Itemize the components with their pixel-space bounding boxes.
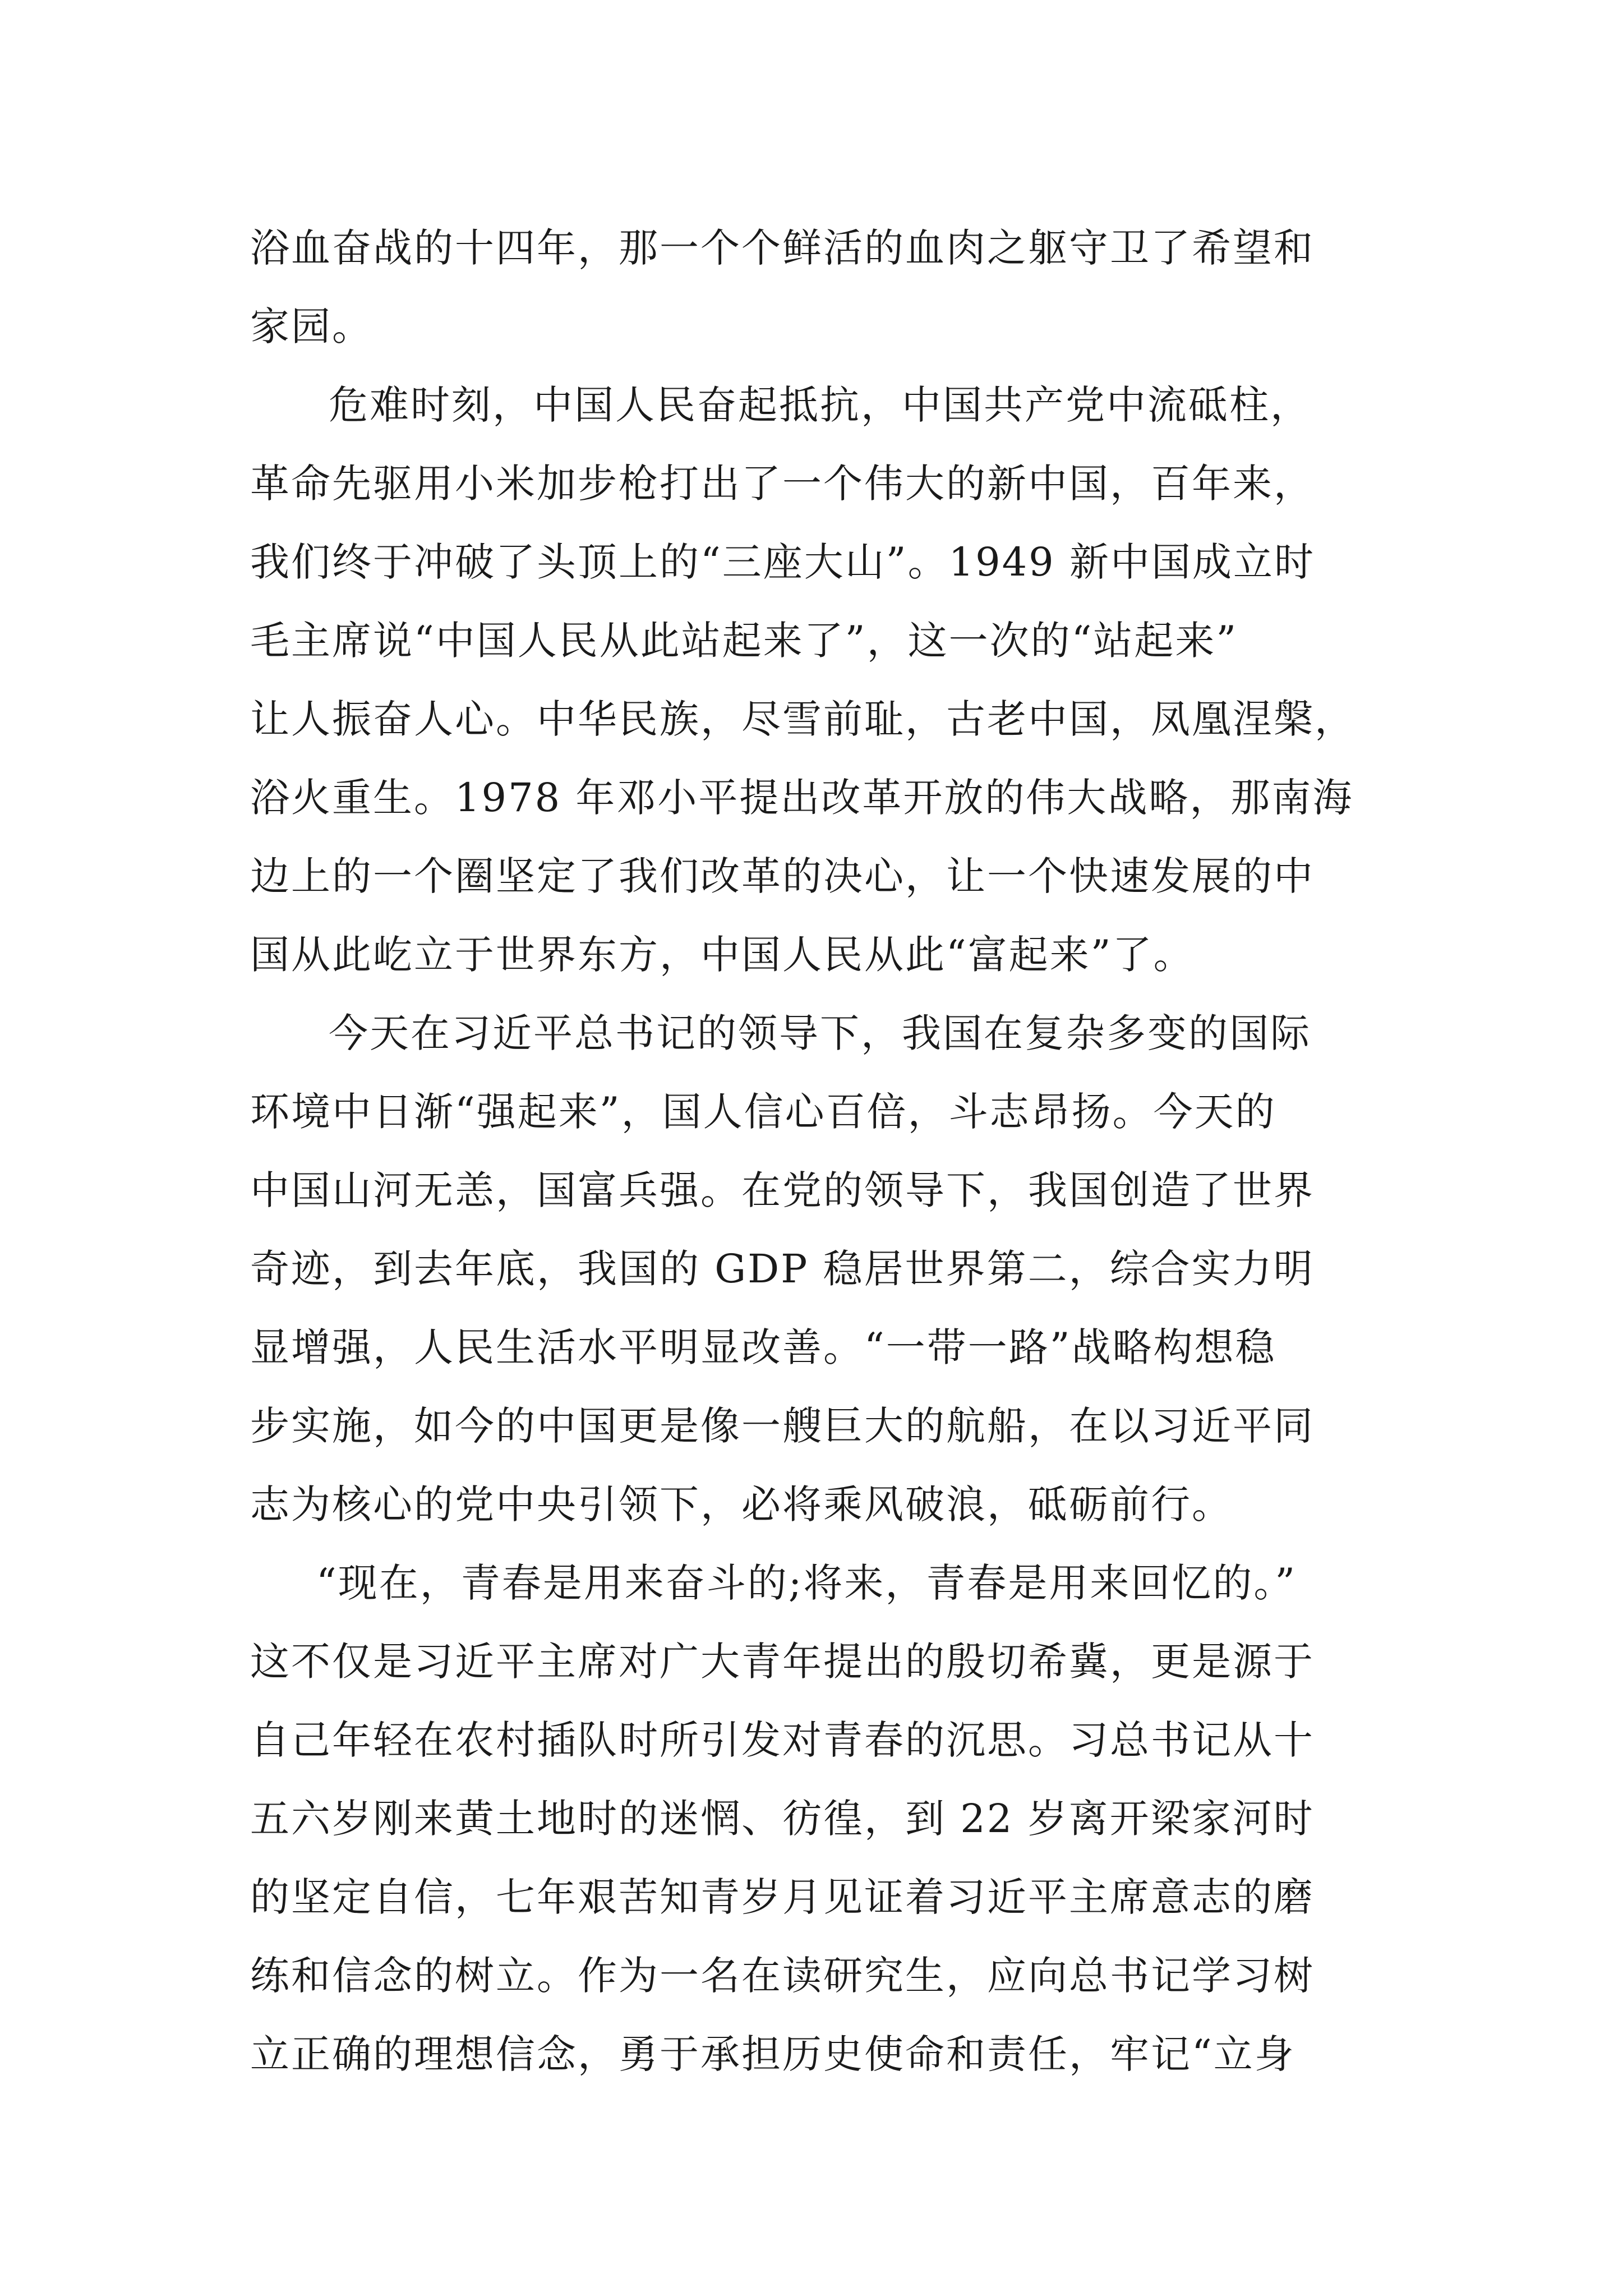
text-line: 家园。 <box>250 303 373 349</box>
text-line: 毛主席说“中国人民从此站起来了”，这一次的“站起来” <box>250 618 1238 664</box>
text-line: 我们终于冲破了头顶上的“三座大山”。1949 新中国成立时 <box>250 539 1315 585</box>
text-line: 这不仅是习近平主席对广大青年提出的殷切希冀，更是源于 <box>250 1639 1315 1685</box>
text-line: 危难时刻，中国人民奋起抵抗，中国共产党中流砥柱， <box>329 382 1311 428</box>
text-line: “现在，青春是用来奋斗的;将来，青春是用来回忆的。” <box>316 1560 1297 1606</box>
text-line: 边上的一个圈坚定了我们改革的决心，让一个快速发展的中 <box>250 853 1315 899</box>
text-line: 奇迹，到去年底，我国的 GDP 稳居世界第二，综合实力明 <box>250 1246 1315 1292</box>
text-line: 环境中日渐“强起来”，国人信心百倍，斗志昂扬。今天的 <box>250 1089 1276 1135</box>
text-line: 的坚定自信，七年艰苦知青岁月见证着习近平主席意志的磨 <box>250 1874 1315 1920</box>
text-line: 步实施，如今的中国更是像一艘巨大的航船，在以习近平同 <box>250 1403 1315 1449</box>
text-line: 今天在习近平总书记的领导下，我国在复杂多变的国际 <box>329 1010 1311 1056</box>
text-line: 五六岁刚来黄土地时的迷惘、彷徨，到 22 岁离开梁家河时 <box>250 1796 1315 1842</box>
text-line: 国从此屹立于世界东方，中国人民从此“富起来”了。 <box>250 932 1195 978</box>
text-line: 显增强，人民生活水平明显改善。“一带一路”战略构想稳 <box>250 1324 1276 1370</box>
text-line: 让人振奋人心。中华民族，尽雪前耻，古老中国，凤凰涅槃， <box>250 696 1355 742</box>
text-line: 浴血奋战的十四年，那一个个鲜活的血肉之躯守卫了希望和 <box>250 225 1315 271</box>
text-line: 志为核心的党中央引领下，必将乘风破浪，砥砺前行。 <box>250 1481 1233 1527</box>
text-line: 浴火重生。1978 年邓小平提出改革开放的伟大战略，那南海 <box>250 775 1354 821</box>
text-line: 练和信念的树立。作为一名在读研究生，应向总书记学习树 <box>250 1953 1315 1999</box>
text-line: 自己年轻在农村插队时所引发对青春的沉思。习总书记从十 <box>250 1717 1315 1763</box>
text-line: 立正确的理想信念，勇于承担历史使命和责任，牢记“立身 <box>250 2031 1295 2077</box>
text-line: 革命先驱用小米加步枪打出了一个伟大的新中国，百年来， <box>250 461 1315 507</box>
body-text <box>250 209 1383 2093</box>
text-line: 中国山河无恙，国富兵强。在党的领导下，我国创造了世界 <box>250 1167 1315 1213</box>
